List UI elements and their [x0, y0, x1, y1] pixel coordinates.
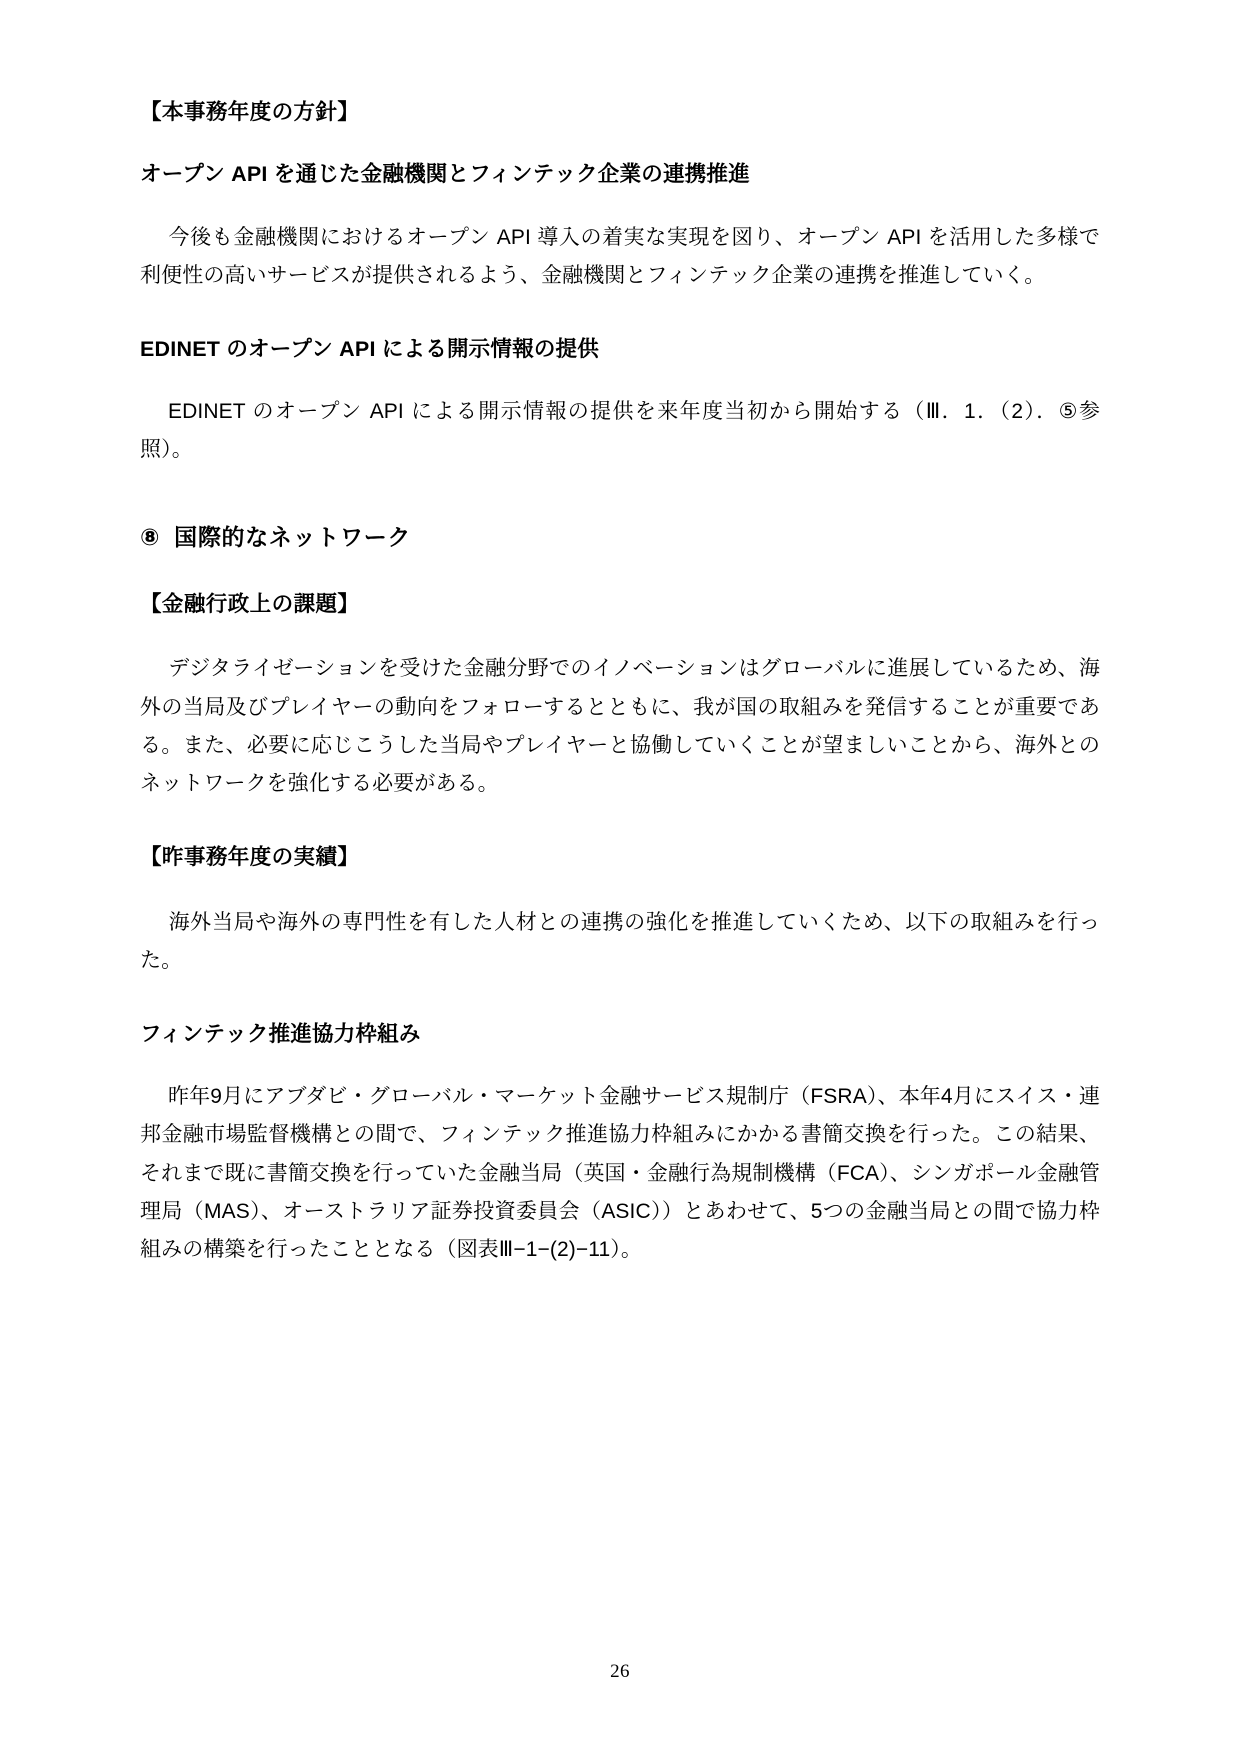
results-paragraph-text: 海外当局や海外の専門性を有した人材との連携の強化を推進していくため、以下の取組みを行った。: [140, 910, 1100, 972]
issues-paragraph-text: デジタライゼーションを受けた金融分野でのイノベーションはグローバルに進展しているため、海外の当局及びプレイヤーの動向をフォローするとともに、我が国の取組みを発信することが重要である。また、必要に応じこうした当局やプレイヤーと協働していくことが望ましいことから、海外とのネットワークを強化する必要がある。: [140, 657, 1100, 796]
spacer: [140, 502, 1100, 520]
edinet-paragraph-text: EDINET のオープン API による開示情報の提供を来年度当初から開始する（Ⅲ．1．（2）．⑤参照）。: [140, 400, 1100, 462]
policy-heading: 【本事務年度の方針】: [140, 100, 360, 124]
fintech-framework-subheading: フィンテック推進協力枠組み: [140, 1021, 421, 1046]
section-number-marker: ⑧: [140, 523, 161, 550]
open-api-paragraph: [140, 219, 1100, 295]
open-api-paragraph-text: 今後も金融機関におけるオープン API 導入の着実な実現を図り、オープン API を活用した多様で利便性の高いサービスが提供されるよう、金融機関とフィンテック企業の連携を推進していく。: [140, 225, 1100, 287]
edinet-paragraph: [140, 393, 1100, 469]
issues-paragraph: [140, 650, 1100, 803]
issues-heading: 【金融行政上の課題】: [140, 592, 360, 617]
fintech-framework-paragraph: [140, 1078, 1100, 1269]
page-number: 26: [610, 1661, 630, 1682]
section-8-title: 国際的なネットワーク: [174, 523, 412, 550]
edinet-subheading: EDINET のオープン API による開示情報の提供: [140, 336, 599, 361]
fintech-framework-paragraph-text: 昨年9月にアブダビ・グローバル・マーケット金融サービス規制庁（FSRA）、本年4月にスイス・連邦金融市場監督機構との間で、フィンテック推進協力枠組みにかかる書簡交換を行った。この結果、それまで既に書簡交換を行っていた金融当局（英国・金融行為規制機構（FCA）、シンガポール金融管理局（MAS）、オーストラリア証券投資委員会（ASIC））とあわせて、5つの金融当局との間で協力枠組みの構築を行ったこととなる（図表Ⅲ−1−(2)−11）。: [140, 1085, 1100, 1262]
section-8-heading: [140, 520, 1100, 555]
results-paragraph: [140, 904, 1100, 980]
open-api-subheading: オープン API を通じた金融機関とフィンテック企業の連携推進: [140, 162, 750, 187]
page-content: [140, 96, 1100, 1269]
results-heading: 【昨事務年度の実績】: [140, 845, 360, 870]
